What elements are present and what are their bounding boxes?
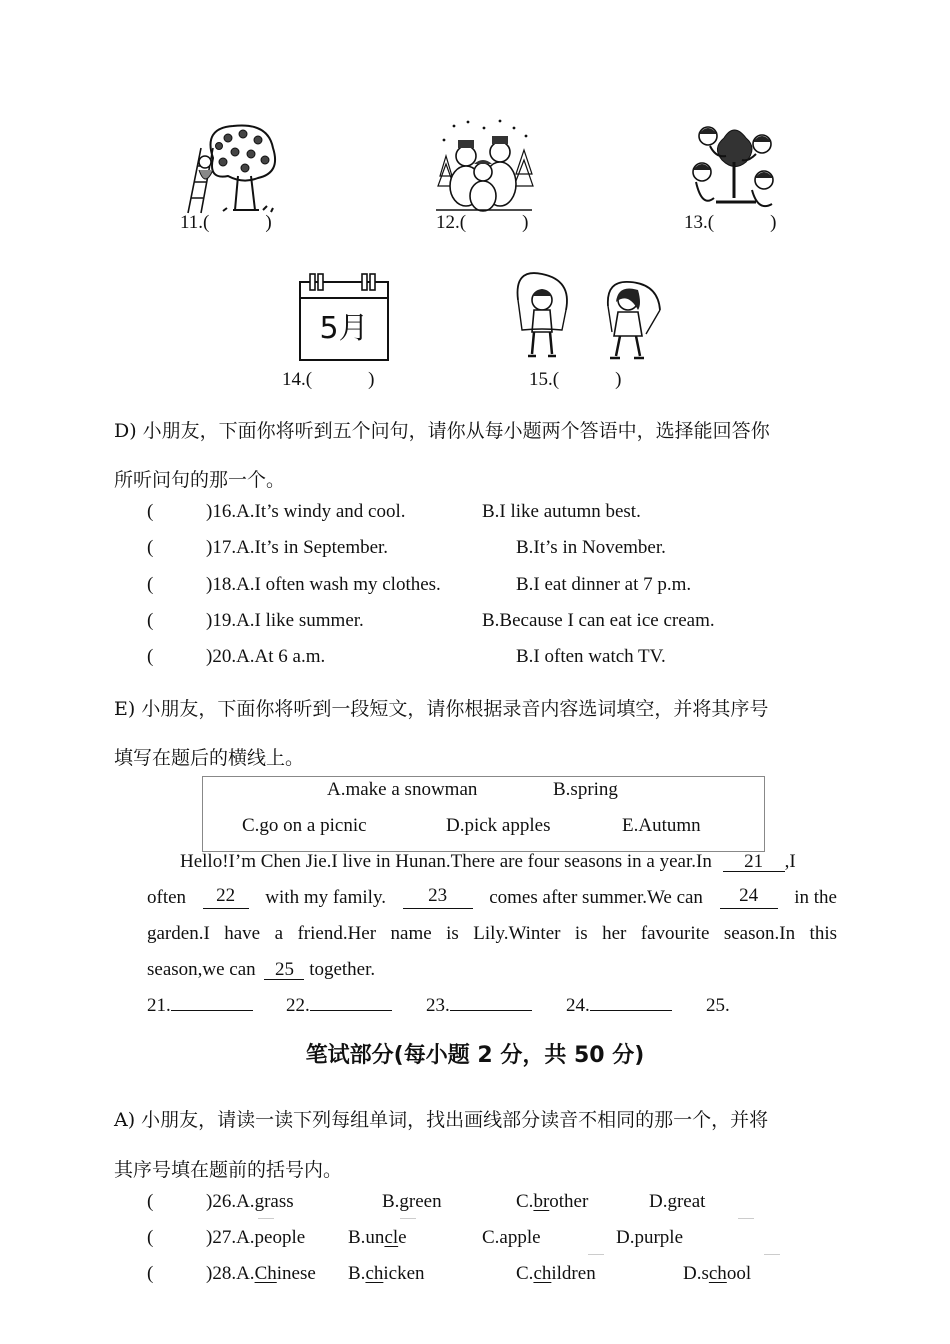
q26-option-a: )26.A.grass <box>206 1191 294 1212</box>
passage-line2: often 22 with my family. 23 comes after summer.We can 24 in the <box>147 885 837 908</box>
q28-option-c: C.children <box>516 1263 596 1284</box>
q27-option-c: C.apple <box>482 1227 541 1248</box>
blank-23[interactable]: 23 <box>403 887 473 909</box>
answer-21: 21. <box>147 995 253 1017</box>
written-section-heading: 笔试部分(每小题 2 分，共 50 分) <box>305 1043 645 1068</box>
passage-line3: garden.I have a friend.Her name is Lily.Winter is her favourite season.In this <box>147 923 837 944</box>
q18-option-a: )18.A.I often wash my clothes. <box>206 574 441 595</box>
q19-option-b: B.Because I can eat ice cream. <box>482 610 715 631</box>
section-e-instruction-line2: 填写在题后的横线上。 <box>114 747 305 769</box>
q17-paren[interactable]: ( <box>147 537 154 558</box>
q28-option-d: D.school <box>683 1263 752 1284</box>
q28-option-b: B.chicken <box>348 1263 425 1284</box>
answer-24-line[interactable] <box>590 1010 672 1011</box>
q13-number: 13.( <box>684 212 715 233</box>
answer-25: 25. <box>706 995 730 1016</box>
q28-paren[interactable]: ( <box>147 1263 154 1284</box>
q28-option-a: )28.A.Chinese <box>206 1263 316 1284</box>
q16-paren[interactable]: ( <box>147 501 154 522</box>
word-option-a: A.make a snowman <box>327 779 478 800</box>
faint-underline-mark <box>764 1254 780 1255</box>
word-bank-box <box>202 776 765 852</box>
q27-paren[interactable]: ( <box>147 1227 154 1248</box>
word-option-b: B.spring <box>553 779 618 800</box>
faint-underline-mark <box>588 1254 604 1255</box>
section-d-instruction-line1: D) 小朋友，下面你将听到五个问句，请你从每小题两个答语中，选择能回答你 <box>114 420 770 442</box>
q17-option-b: B.It’s in November. <box>516 537 666 558</box>
calendar-icon <box>298 272 390 362</box>
q26-option-b: B.green <box>382 1191 442 1212</box>
q20-option-a: )20.A.At 6 a.m. <box>206 646 326 667</box>
section-d-instruction-line2: 所听问句的那一个。 <box>114 469 286 491</box>
calendar-month-label: 5月 <box>319 311 369 346</box>
passage-line4: season,we can 25 together. <box>147 959 376 980</box>
word-option-d: D.pick apples <box>446 815 551 836</box>
q17-option-a: )17.A.It’s in September. <box>206 537 389 558</box>
q27-option-d: D.purple <box>616 1227 684 1248</box>
written-a-instruction-line2: 其序号填在题前的括号内。 <box>114 1159 343 1181</box>
jump-rope-icon <box>512 270 664 362</box>
blank-24[interactable]: 24 <box>720 887 778 909</box>
answer-21-line[interactable] <box>171 1010 253 1011</box>
written-a-instruction-line1: A) 小朋友，请读一读下列每组单词，找出画线部分读音不相同的那一个，并将 <box>114 1109 769 1131</box>
word-option-e: E.Autumn <box>622 815 701 836</box>
q27-option-a: )27.A.people <box>206 1227 306 1248</box>
blank-22[interactable]: 22 <box>203 887 249 909</box>
q26-option-d: D.great <box>649 1191 706 1212</box>
q12-number: 12.( <box>436 212 467 233</box>
q18-paren[interactable]: ( <box>147 574 154 595</box>
q16-option-b: B.I like autumn best. <box>482 501 641 522</box>
children-planting-tree-icon <box>686 118 782 214</box>
answer-23-line[interactable] <box>450 1010 532 1011</box>
faint-underline-mark <box>738 1218 754 1219</box>
q16-option-a: )16.A.It’s windy and cool. <box>206 501 406 522</box>
q18-option-b: B.I eat dinner at 7 p.m. <box>516 574 692 595</box>
passage-line1: Hello!I’m Chen Jie.I live in Hunan.There are four seasons in a year.In 21 ,I <box>180 851 796 872</box>
answer-22-line[interactable] <box>310 1010 392 1011</box>
q19-option-a: )19.A.I like summer. <box>206 610 364 631</box>
q26-paren[interactable]: ( <box>147 1191 154 1212</box>
q20-option-b: B.I often watch TV. <box>516 646 666 667</box>
faint-underline-mark <box>258 1218 274 1219</box>
snowmen-icon <box>434 116 534 214</box>
q26-option-c: C.brother <box>516 1191 589 1212</box>
q15-number: 15.( <box>529 369 560 390</box>
word-option-c: C.go on a picnic <box>242 815 367 836</box>
blank-25[interactable]: 25 <box>264 961 304 980</box>
answer-23: 23. <box>426 995 532 1017</box>
answer-22: 22. <box>286 995 392 1017</box>
q27-option-b: B.uncle <box>348 1227 407 1248</box>
q20-paren[interactable]: ( <box>147 646 154 667</box>
section-e-instruction-line1: E) 小朋友，下面你将听到一段短文，请你根据录音内容选词填空，并将其序号 <box>114 698 769 720</box>
answer-24: 24. <box>566 995 672 1017</box>
blank-21[interactable]: 21 <box>723 853 785 872</box>
q11-number: 11.( <box>180 212 210 233</box>
q19-paren[interactable]: ( <box>147 610 154 631</box>
q14-number: 14.( <box>282 369 313 390</box>
faint-underline-mark <box>400 1218 416 1219</box>
apple-tree-picking-icon <box>183 118 283 214</box>
